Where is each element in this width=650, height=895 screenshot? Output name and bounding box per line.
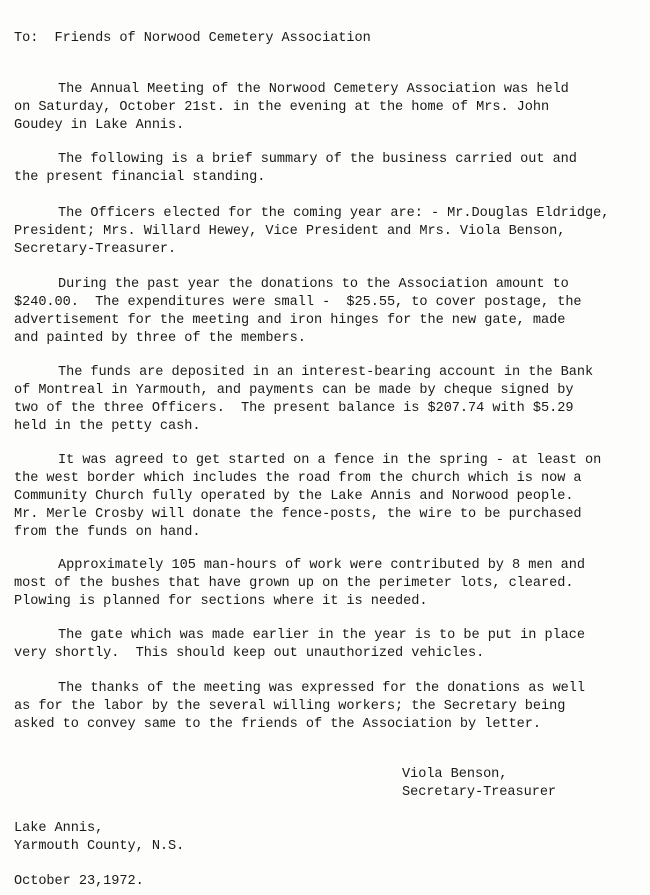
paragraph-4-line-2: $240.00. The expenditures were small - $25.55, to cover postage, the bbox=[14, 295, 582, 310]
address-line-2: Yarmouth County, N.S. bbox=[14, 839, 185, 854]
paragraph-4-line-4: and painted by three of the members. bbox=[14, 331, 306, 346]
paragraph-6-line-3: Community Church fully operated by the Lake Annis and Norwood people. bbox=[14, 489, 574, 504]
paragraph-6-line-2: the west border which includes the road from the church which is now a bbox=[14, 471, 582, 486]
paragraph-6-line-1: It was agreed to get started on a fence in the spring - at least on bbox=[58, 453, 602, 468]
paragraph-1-line-1: The Annual Meeting of the Norwood Cemetery Association was held bbox=[58, 82, 569, 97]
paragraph-8-line-1: The gate which was made earlier in the year is to be put in place bbox=[58, 628, 585, 643]
paragraph-1-line-3: Goudey in Lake Annis. bbox=[14, 118, 185, 133]
paragraph-1-line-2: on Saturday, October 21st. in the evening at the home of Mrs. John bbox=[14, 100, 550, 115]
paragraph-3-line-2: President; Mrs. Willard Hewey, Vice President and Mrs. Viola Benson, bbox=[14, 224, 566, 239]
signature-name: Viola Benson, bbox=[402, 767, 508, 782]
address-line-1: Lake Annis, bbox=[14, 821, 104, 836]
paragraph-3-line-1: The Officers elected for the coming year are: - Mr.Douglas Eldridge, bbox=[58, 206, 610, 221]
paragraph-3-line-3: Secretary-Treasurer. bbox=[14, 242, 177, 257]
paragraph-6-line-4: Mr. Merle Crosby will donate the fence-posts, the wire to be purchased bbox=[14, 507, 582, 522]
paragraph-7-line-2: most of the bushes that have grown up on the perimeter lots, cleared. bbox=[14, 576, 574, 591]
paragraph-9-line-2: as for the labor by the several willing workers; the Secretary being bbox=[14, 699, 566, 714]
salutation: To: Friends of Norwood Cemetery Association bbox=[14, 31, 371, 46]
paragraph-8-line-2: very shortly. This should keep out unauthorized vehicles. bbox=[14, 646, 485, 661]
paragraph-5-line-1: The funds are deposited in an interest-bearing account in the Bank bbox=[58, 365, 594, 380]
signature-title: Secretary-Treasurer bbox=[402, 785, 557, 800]
paragraph-9-line-1: The thanks of the meeting was expressed for the donations as well bbox=[58, 681, 585, 696]
paragraph-4-line-1: During the past year the donations to the Association amount to bbox=[58, 277, 569, 292]
paragraph-4-line-3: advertisement for the meeting and iron hinges for the new gate, made bbox=[14, 313, 566, 328]
paragraph-2-line-1: The following is a brief summary of the business carried out and bbox=[58, 152, 577, 167]
paragraph-7-line-3: Plowing is planned for sections where it is needed. bbox=[14, 594, 428, 609]
paragraph-5-line-4: held in the petty cash. bbox=[14, 419, 201, 434]
paragraph-5-line-2: of Montreal in Yarmouth, and payments can be made by cheque signed by bbox=[14, 383, 574, 398]
paragraph-6-line-5: from the funds on hand. bbox=[14, 525, 201, 540]
paragraph-5-line-3: two of the three Officers. The present balance is $207.74 with $5.29 bbox=[14, 401, 574, 416]
paragraph-9-line-3: asked to convey same to the friends of the Association by letter. bbox=[14, 717, 541, 732]
letter-date: October 23,1972. bbox=[14, 874, 144, 889]
paragraph-7-line-1: Approximately 105 man-hours of work were contributed by 8 men and bbox=[58, 558, 585, 573]
paragraph-2-line-2: the present financial standing. bbox=[14, 170, 266, 185]
